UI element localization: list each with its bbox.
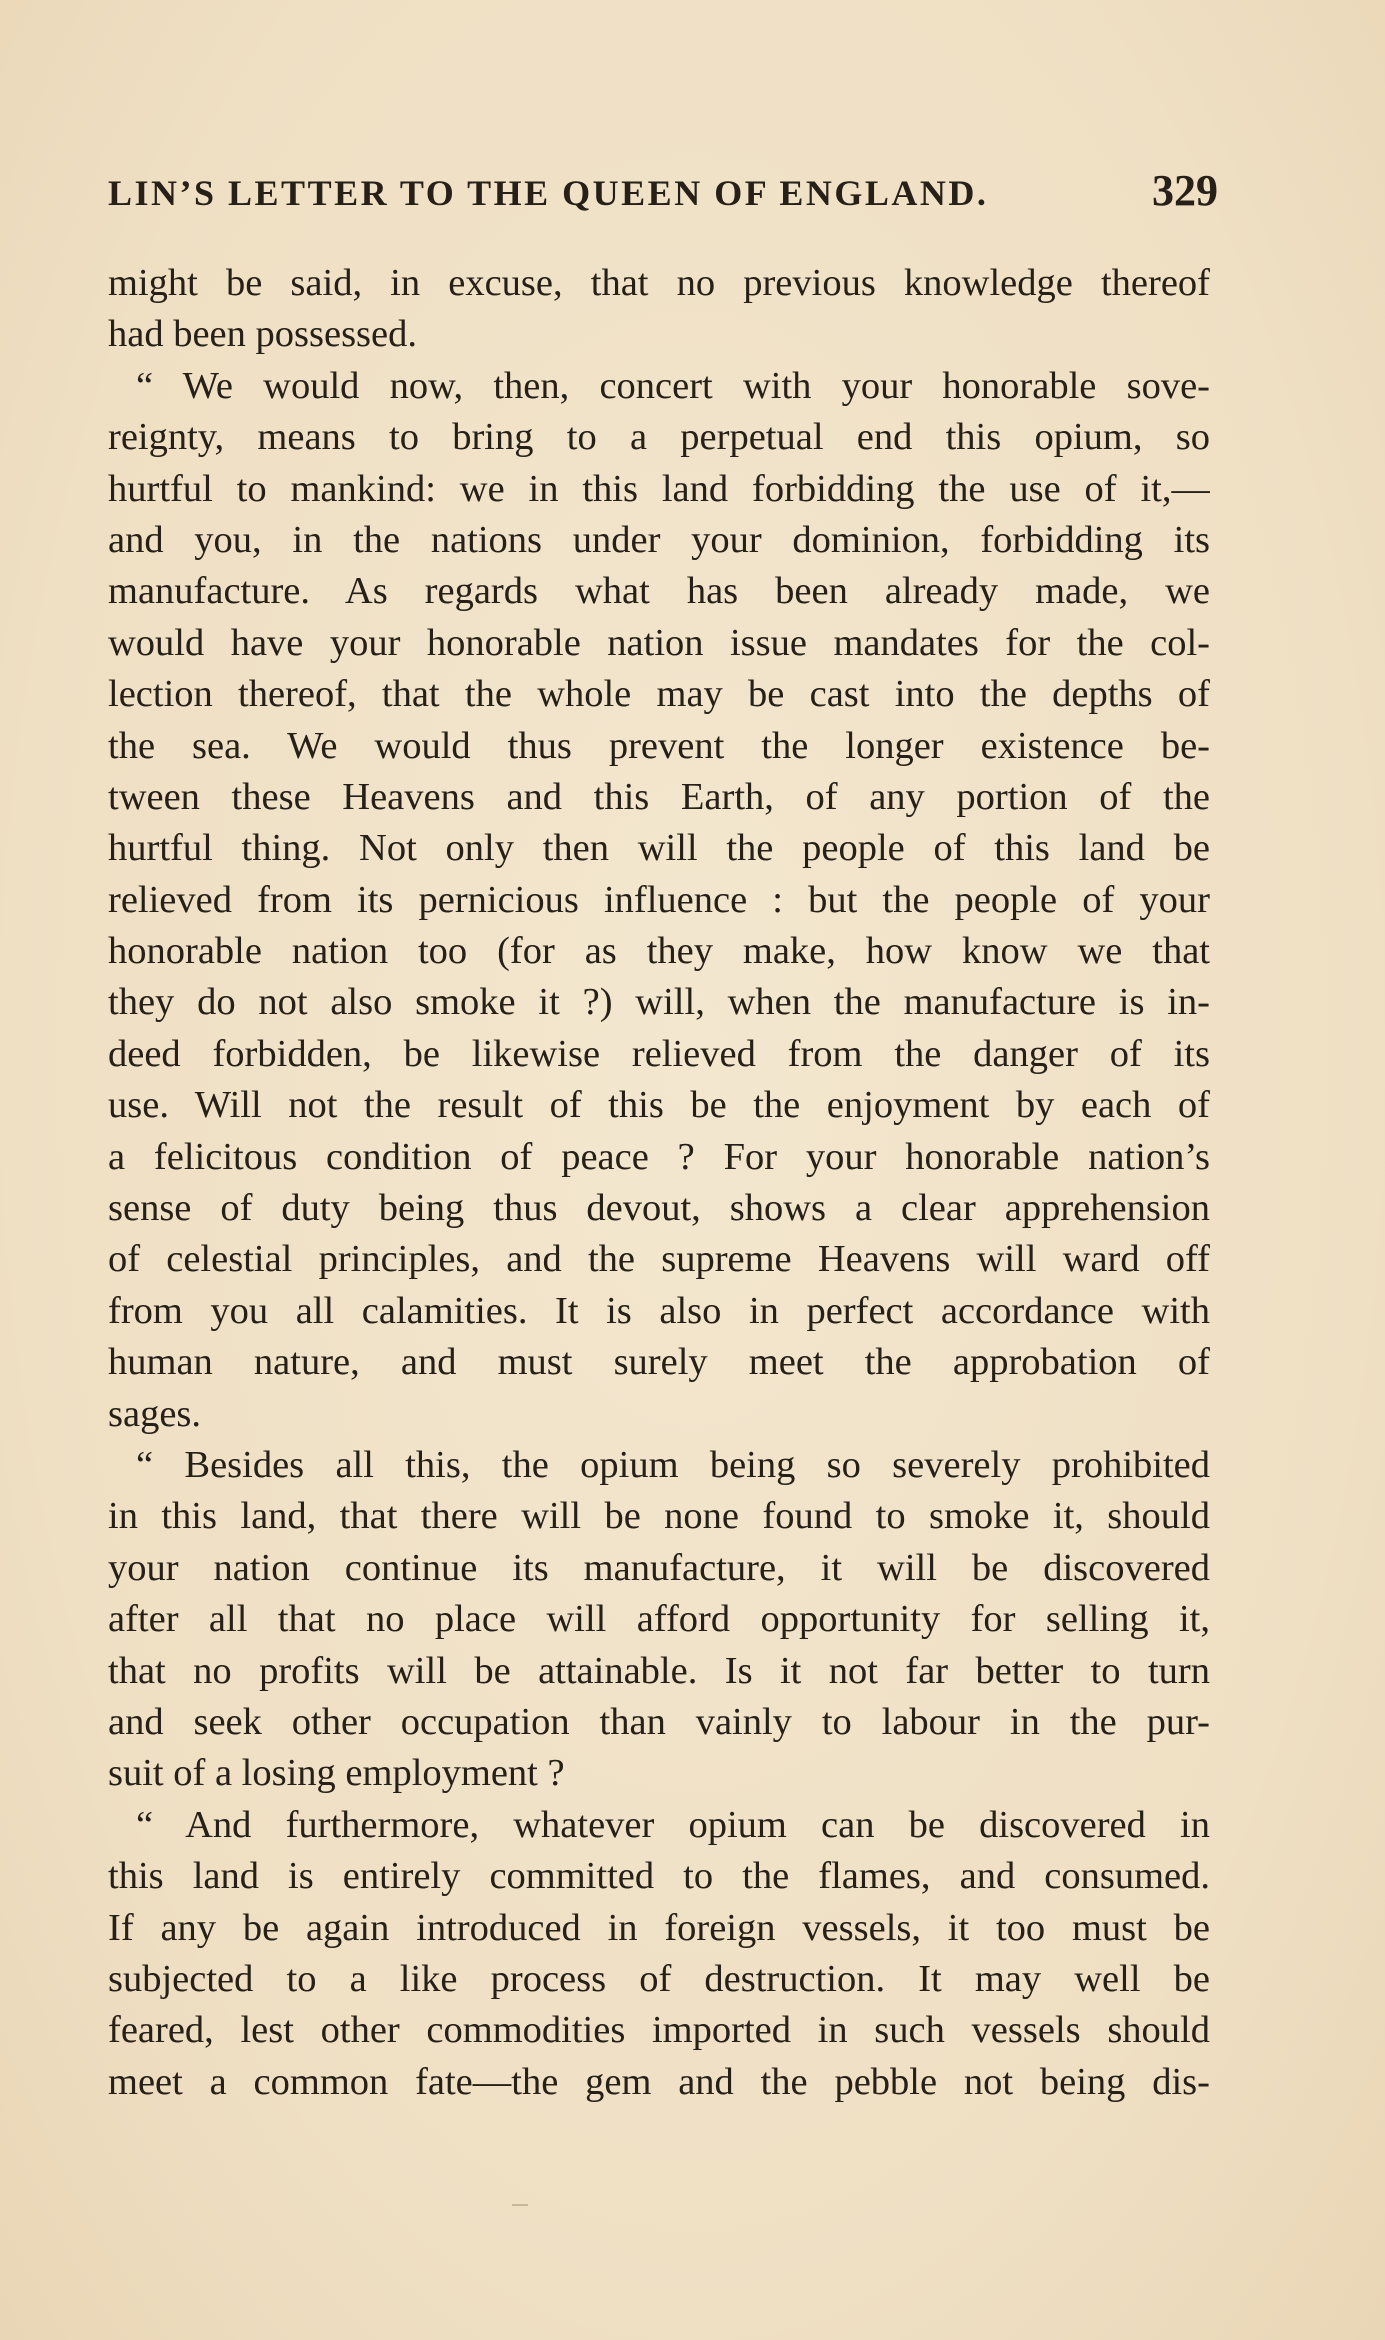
text-line: honorable nation too (for as they make, how know we that — [108, 930, 1210, 973]
text-line: and seek other occupation than vainly to labour in the pur- — [108, 1700, 1210, 1743]
text-line: lection thereof, that the whole may be cast into the depths of — [108, 673, 1210, 716]
page-mark — [512, 2204, 528, 2206]
text-line: might be said, in excuse, that no previous knowledge thereof — [108, 262, 1210, 304]
page-number: 329 — [1152, 166, 1218, 215]
text-line: sages. — [108, 1392, 202, 1435]
text-line: would have your honorable nation issue mandates for the col- — [108, 621, 1210, 664]
text-line: “ We would now, then, concert with your honorable sove- — [136, 364, 1210, 407]
text-line: this land is entirely committed to the flames, and consumed. — [108, 1855, 1210, 1898]
text-line: and you, in the nations under your dominion, forbidding its — [108, 518, 1210, 561]
text-line: hurtful to mankind: we in this land forbidding the use of it,— — [108, 467, 1210, 510]
text-line: manufacture. As regards what has been already made, we — [108, 570, 1210, 613]
text-line: feared, lest other commodities imported in such vessels should — [108, 2009, 1210, 2052]
text-line: relieved from its pernicious influence : but the people of your — [108, 878, 1210, 921]
text-line: suit of a losing employment ? — [108, 1752, 565, 1795]
text-line: “ And furthermore, whatever opium can be discovered in — [136, 1803, 1210, 1846]
text-line: a felicitous condition of peace ? For your honorable nation’s — [108, 1135, 1210, 1178]
text-line: after all that no place will afford opportunity for selling it, — [108, 1598, 1210, 1641]
text-line: hurtful thing. Not only then will the people of this land be — [108, 827, 1210, 870]
text-line: reignty, means to bring to a perpetual end this opium, so — [108, 416, 1210, 459]
text-line: tween these Heavens and this Earth, of any portion of the — [108, 775, 1210, 818]
text-line: human nature, and must surely meet the approbation of — [108, 1341, 1210, 1384]
body-text — [108, 258, 1210, 2108]
text-line: your nation continue its manufacture, it will be discovered — [108, 1546, 1210, 1589]
text-line: deed forbidden, be likewise relieved from the danger of its — [108, 1032, 1210, 1075]
text-line: subjected to a like process of destruction. It may well be — [108, 1957, 1210, 2000]
text-line: “ Besides all this, the opium being so severely prohibited — [136, 1443, 1210, 1486]
text-line: meet a common fate—the gem and the pebble not being dis- — [108, 2060, 1210, 2103]
text-line: from you all calamities. It is also in perfect accordance with — [108, 1289, 1210, 1332]
text-line: they do not also smoke it ?) will, when the manufacture is in- — [108, 981, 1210, 1024]
text-line: use. Will not the result of this be the enjoyment by each of — [108, 1084, 1210, 1127]
text-line: in this land, that there will be none found to smoke it, should — [108, 1495, 1210, 1538]
text-line: that no profits will be attainable. Is it not far better to turn — [108, 1649, 1210, 1692]
text-line: sense of duty being thus devout, shows a clear apprehension — [108, 1187, 1210, 1230]
text-line: If any be again introduced in foreign vessels, it too must be — [108, 1906, 1210, 1949]
page-header — [108, 165, 1218, 221]
running-title: LIN’S LETTER TO THE QUEEN OF ENGLAND. — [108, 173, 989, 213]
text-line: had been possessed. — [108, 313, 417, 356]
text-line: of celestial principles, and the supreme Heavens will ward off — [108, 1238, 1210, 1281]
text-line: the sea. We would thus prevent the longer existence be- — [108, 724, 1210, 767]
